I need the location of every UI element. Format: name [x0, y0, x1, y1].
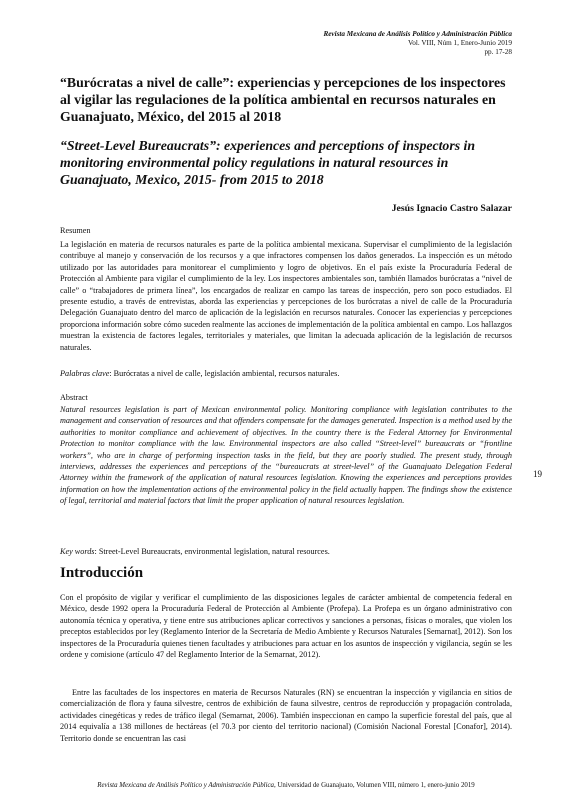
- journal-header: [323, 30, 512, 57]
- footer-details: , Universidad de Guanajuato, Volumen VIII, número 1, enero-junio 2019: [274, 782, 475, 789]
- abstract-label: Abstract: [60, 393, 88, 402]
- journal-pages: pp. 17-28: [484, 48, 512, 56]
- author-name: Jesús Ignacio Castro Salazar: [391, 203, 512, 214]
- article-title-english: “Street-Level Bureaucrats”: experiences and perceptions of inspectors in monitoring environmental policy regulations in natural resources in Guanajuato, Mexico, 2015- from 2015 to 2018: [60, 138, 476, 187]
- introduccion-paragraph-1: Con el propósito de vigilar y verificar el cumplimiento de las disposiciones legales de carácter ambiental de competencia federal en México, desde 1992 opera la Procuraduría Federal de Protección al Ambiente (Profepa). La Profepa es un órgano administrativo con autonomía técnica y operativa, y tiene entre sus atribuciones aplicar correctivos y sanciones a personas, físicas o morales, que violen los preceptos establecidos por ley (Reglamento Interior de la Secretaría de Medio Ambiente y Recursos Naturales [Semarnat], 2012). Son los inspectores de la Procuraduría quienes tienen facultades y atribuciones para actuar en los asuntos de inspección y vigilancia, según se les ordene y comisione (artículo 47 del Reglamento Interior de la Semarnat, 2012).: [60, 593, 512, 660]
- journal-volume: Vol. VIII, Núm 1, Enero-Junio 2019: [408, 39, 512, 47]
- palabras-clave-label: Palabras clave: [60, 369, 110, 378]
- article-title-spanish: “Burócratas a nivel de calle”: experiencias y percepciones de los inspectores al vigilar las regulaciones de la política ambiental en recursos naturales en Guanajuato, México, del 2015 al 2018: [60, 75, 506, 124]
- key-words-label: Key words: [60, 547, 95, 556]
- palabras-clave: [60, 368, 512, 379]
- resumen-text: La legislación en materia de recursos naturales es parte de la política ambiental mexicana. Supervisar el cumplimiento de la legislación contribuye al manejo y conservación de los recursos y a que infractores compensen los daños generados. La inspección es un método utilizado por las autoridades para monitorear el cumplimiento y logro de objetivos. En el país existe la Procuraduría Federal de Protección al Ambiente para vigilar el cumplimiento de la ley. Los inspectores ambientales son, también llamados burócratas a “nivel de calle” o “trabajadores de primera línea”, los encargados de realizar en campo las tareas de inspección, pero son poco estudiados. El presente estudio, a través de entrevistas, aborda las experiencias y percepciones de los burócratas a nivel de calle de la Procuraduría Delegación Guanajuato dentro del marco de aplicación de la legislación en recursos naturales. Conocer las experiencias y percepciones proporciona información sobre cómo suceden realmente las acciones de implementación de la política ambiental en campo. Los hallazgos muestran la existencia de factores legales, territoriales y materiales, que limitan la adecuada aplicación de la legislación de recursos naturales.: [60, 240, 512, 352]
- key-words-values: : Street-Level Bureaucrats, environmental legislation, natural resources.: [94, 547, 330, 556]
- palabras-clave-values: : Burócratas a nivel de calle, legislación ambiental, recursos naturales.: [109, 369, 340, 378]
- page-number: 19: [533, 469, 542, 479]
- introduccion-heading: Introducción: [60, 565, 144, 581]
- introduccion-paragraph-2: Entre las facultades de los inspectores en materia de Recursos Naturales (RN) se encuentran la inspección y vigilancia en sitios de comercialización de flora y fauna silvestre, centros de exhibición de fauna silvestre, centros de reproducción y propagación controlada, actividades cinegéticas y redes de tráfico ilegal (Semarnat, 2006). También inspeccionan en campo la superficie forestal del país, que al 2014 equivalía a 138 millones de hectáreas (el 70.3 por ciento del territorio nacional) (Comisión Nacional Forestal [Conafor], 2014). Territorio donde se encuentran las casi: [60, 688, 512, 743]
- resumen-label: Resumen: [60, 226, 91, 235]
- abstract-text: Natural resources legislation is part of Mexican environmental policy. Monitoring compliance with legislation contributes to the management and conservation of resources and that offenders compensate for the damages generated. Inspection is a method used by the authorities to monitor compliance and achievement of objectives. In the country there is the Federal Attorney for Environmental Protection to monitor compliance with the law. Environmental inspectors are also called “Street-level” bureaucrats or “frontline workers”, who are in charge of performing inspection tasks in the field, but they are poorly studied. The present study, through interviews, addresses the experiences and perceptions of the “bureaucrats at street-level” of the Guanajuato Delegation Federal Attorney within the framework of the application of natural resources legislation. Knowing the experiences and perceptions provides information on how the implementation actions of the environmental policy in the field actually happen. The findings show the existence of legal, territorial and material factors that limit the proper application of natural resources legislation.: [60, 405, 512, 506]
- journal-name: Revista Mexicana de Análisis Político y Administración Pública: [323, 30, 512, 38]
- footer-journal-name: Revista Mexicana de Análisis Político y Administración Pública: [97, 782, 274, 789]
- key-words: [60, 546, 512, 557]
- page-footer: [60, 781, 512, 790]
